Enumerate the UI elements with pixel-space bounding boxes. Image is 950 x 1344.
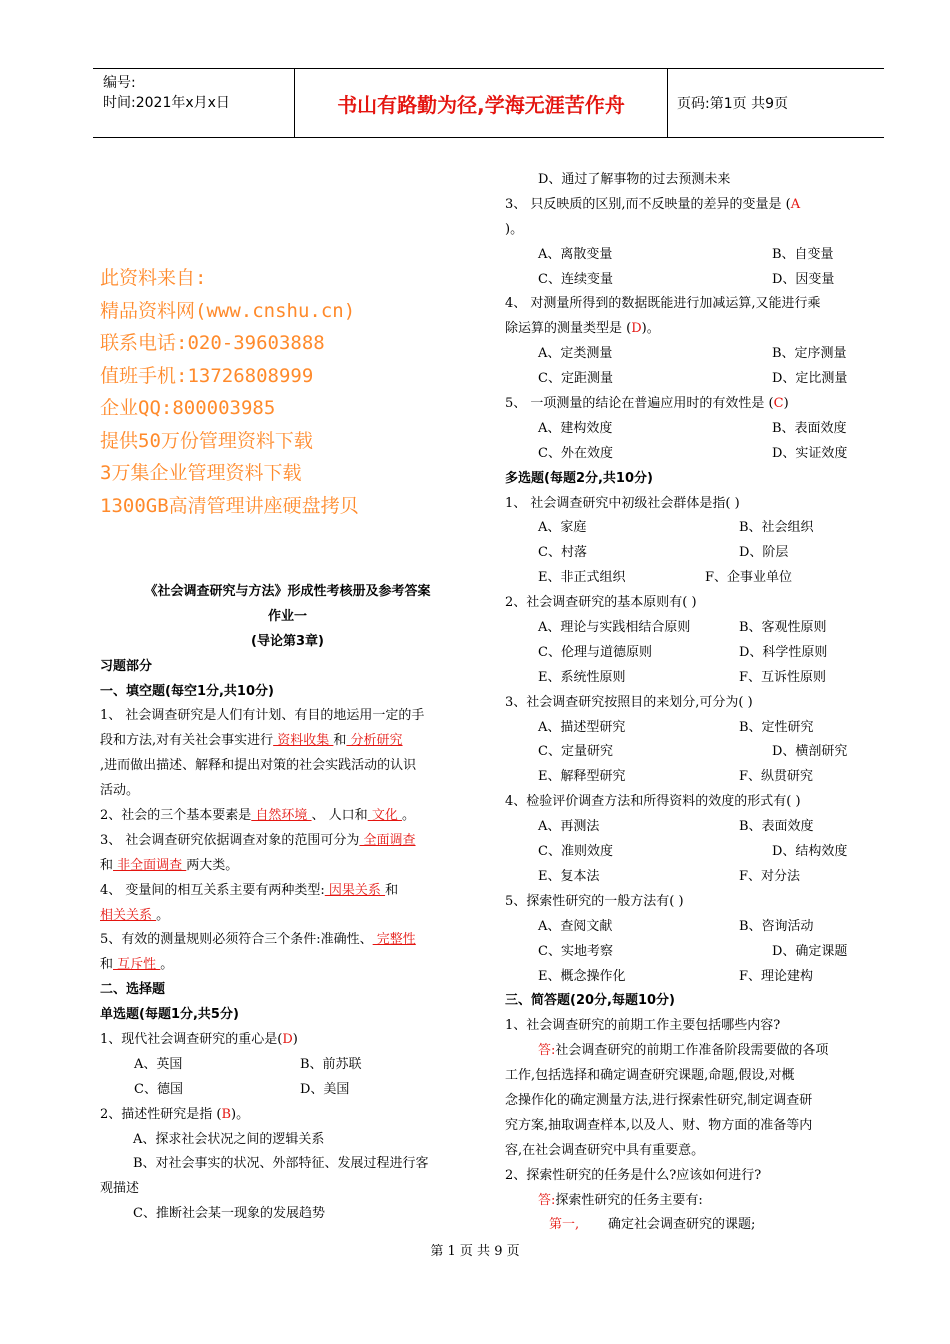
answer-text: 工作,包括选择和确定调查研究课题,命题,假设,对概 (505, 1068, 795, 1084)
answer-blank: 相关关系 (100, 907, 157, 923)
ad-line: 联系电话:020-39603888 (100, 332, 325, 354)
option: C、德国 (134, 1081, 183, 1097)
option: C、村落 (538, 545, 587, 561)
option: D、因变量 (772, 271, 835, 287)
option: B、社会组织 (739, 520, 814, 536)
answer-blank: 资料收集 (273, 733, 334, 749)
right-column (505, 168, 885, 1238)
advertisement-block (100, 262, 359, 522)
option: C、实地考察 (538, 943, 613, 959)
question-text: ,进而做出描述、解释和提出对策的社会实践活动的认识 (100, 758, 417, 774)
option: E、概念操作化 (538, 968, 626, 984)
answer-blank: 因果关系 (324, 882, 386, 898)
option: C、连续变量 (538, 271, 613, 287)
option-row (505, 840, 885, 865)
page-footer: 第 1 页 共 9 页 (430, 1244, 520, 1259)
question-text: 5、探索性研究的一般方法有( ) (505, 893, 684, 909)
option: B、客观性原则 (739, 620, 827, 636)
question-text: 2、描述性研究是指 (B)。 (100, 1106, 250, 1122)
question-text: 3、社会调查研究按照目的来划分,可分为( ) (505, 694, 753, 710)
option: D、美国 (300, 1081, 350, 1097)
option-row (505, 915, 885, 940)
question-text: 5、 一项测量的结论在普遍应用时的有效性是 (C) (505, 396, 789, 412)
option: E、系统性原则 (538, 669, 626, 685)
option: F、企事业单位 (705, 570, 793, 586)
question-text: 和 非全面调查 两大类。 (100, 857, 239, 873)
question-text: 2、探索性研究的任务是什么?应该如何进行? (505, 1167, 762, 1183)
option-row (505, 268, 885, 293)
option: B、前苏联 (300, 1056, 362, 1072)
option: C、推断社会某一现象的发展趋势 (133, 1206, 325, 1222)
subsection-single-choice: 单选题(每题1分,共5分) (100, 1007, 239, 1023)
option: A、查阅文献 (538, 918, 613, 934)
option-row (505, 417, 885, 442)
ad-line: 3万集企业管理资料下载 (100, 462, 302, 484)
question-text: 活动。 (100, 783, 140, 799)
question-text: 4、 变量间的相互关系主要有两种类型: 因果关系 和 (100, 882, 399, 898)
option: B、定序测量 (772, 346, 847, 362)
option: F、理论建构 (739, 968, 814, 984)
option: D、阶层 (739, 545, 789, 561)
option-row (505, 815, 885, 840)
section-choice: 二、选择题 (100, 982, 166, 998)
option-row (100, 1053, 475, 1078)
ad-line: 企业QQ:800003985 (100, 397, 276, 419)
answer-label: 答: (538, 1043, 556, 1059)
option: D、确定课题 (772, 943, 848, 959)
doc-number-label: 编号: (103, 75, 136, 91)
option: A、家庭 (538, 520, 587, 536)
option-row (505, 367, 885, 392)
question-text: )。 (505, 221, 524, 237)
option: C、定量研究 (538, 744, 613, 760)
option: E、非正式组织 (538, 570, 626, 586)
option: A、再测法 (538, 819, 600, 835)
option: B、定性研究 (739, 719, 814, 735)
question-text: 1、 社会调查研究是人们有计划、有目的地运用一定的手 (100, 708, 425, 724)
option: C、伦理与道德原则 (538, 644, 652, 660)
header-page-number: 页码:第1页 共9页 (677, 96, 788, 112)
section-fill-blank: 一、填空题(每空1分,共10分) (100, 683, 274, 699)
option-row (505, 243, 885, 268)
option-row (505, 641, 885, 666)
answer-label: 答: (538, 1192, 556, 1208)
answer-blank: 互斥性 (113, 957, 161, 973)
option-row (505, 940, 885, 965)
question-text: 2、社会调查研究的基本原则有( ) (505, 595, 697, 611)
option: C、准则效度 (538, 844, 613, 860)
option-row (505, 442, 885, 467)
option: E、复本法 (538, 868, 600, 884)
subsection-multi-choice: 多选题(每题2分,共10分) (505, 470, 653, 486)
option-row (505, 716, 885, 741)
answer-text: 念操作化的确定测量方法,进行探索性研究,制定调查研 (505, 1092, 813, 1108)
option-row (505, 566, 885, 591)
question-text: 1、 社会调查研究中初级社会群体是指( ) (505, 495, 740, 511)
ad-line: 此资料来自: (100, 267, 207, 289)
header-table (93, 68, 884, 138)
option-row (505, 342, 885, 367)
ad-line: 提供50万份管理资料下载 (100, 429, 313, 452)
answer-blank: 文化 (367, 808, 402, 824)
answer-text: 第一, 确定社会调查研究的课题; (505, 1213, 885, 1238)
answer-text: 究方案,抽取调查样本,以及人、财、物方面的准备等内 (505, 1117, 813, 1133)
answer-blank: 全面调查 (359, 832, 416, 848)
question-text: 和 互斥性 。 (100, 957, 174, 973)
option: F、对分法 (739, 868, 801, 884)
answer-letter: A (790, 196, 801, 212)
question-text: 段和方法,对有关社会事实进行 资料收集 和 分析研究 (100, 733, 403, 749)
option: D、结构效度 (772, 844, 848, 860)
question-text: 相关关系 。 (100, 907, 170, 923)
option-row (505, 616, 885, 641)
doc-time-label: 时间:2021年x月x日 (103, 95, 230, 111)
option-row (505, 965, 885, 990)
answer-blank: 完整性 (372, 932, 416, 948)
chapter-title: (导论第3章) (251, 633, 324, 649)
option: C、定距测量 (538, 371, 613, 387)
option: A、理论与实践相结合原则 (538, 620, 691, 636)
option-row (100, 1078, 475, 1103)
option-row (505, 765, 885, 790)
header-divider (667, 69, 668, 137)
option: B、表面效度 (739, 819, 814, 835)
option: B、咨询活动 (739, 918, 814, 934)
exercise-heading: 习题部分 (100, 658, 153, 674)
ad-line: 1300GB高清管理讲座硬盘拷贝 (100, 494, 359, 517)
section-short-answer: 三、简答题(20分,每题10分) (505, 993, 676, 1009)
left-column (100, 580, 475, 1227)
homework-title: 作业一 (267, 608, 307, 624)
question-text: 4、检验评价调查方法和所得资料的效度的形式有( ) (505, 794, 801, 810)
option: A、描述型研究 (538, 719, 626, 735)
answer-letter: D (282, 1032, 293, 1048)
option: B、自变量 (772, 246, 834, 262)
question-text: 4、 对测量所得到的数据既能进行加减运算,又能进行乘 (505, 296, 821, 312)
question-text: 5、有效的测量规则必须符合三个条件:准确性、 完整性 (100, 932, 416, 948)
ad-line: 值班手机:13726808999 (100, 364, 314, 387)
header-motto: 书山有路勤为径,学海无涯苦作舟 (337, 93, 625, 117)
option-row (505, 541, 885, 566)
question-text: 1、社会调查研究的前期工作主要包括哪些内容? (505, 1018, 781, 1034)
answer-letter: D (631, 321, 642, 337)
answer-text: 容,在社会调查研究中具有重要意。 (505, 1142, 705, 1158)
answer-letter: B (221, 1106, 232, 1122)
answer-text: 答:探索性研究的任务主要有: (538, 1192, 703, 1208)
option: A、英国 (134, 1056, 183, 1072)
option: D、横剖研究 (772, 744, 848, 760)
question-text: 1、现代社会调查研究的重心是(D) (100, 1032, 298, 1048)
option: D、定比测量 (772, 371, 848, 387)
answer-blank: 自然环境 (251, 808, 312, 824)
answer-blank: 非全面调查 (113, 857, 187, 873)
option-row (505, 865, 885, 890)
option: A、建构效度 (538, 420, 613, 436)
answer-blank: 分析研究 (346, 733, 403, 749)
ad-line: 精品资料网(www.cnshu.cn) (100, 299, 356, 322)
question-text: 2、社会的三个基本要素是 自然环境 、 人口和 文化 。 (100, 808, 415, 824)
option: D、实证效度 (772, 445, 848, 461)
header-meta (103, 73, 230, 113)
option: A、探求社会状况之间的逻辑关系 (133, 1131, 325, 1147)
option-row (505, 740, 885, 765)
option: A、定类测量 (538, 346, 613, 362)
option: B、表面效度 (772, 420, 847, 436)
question-text: 3、 只反映质的区别,而不反映量的差异的变量是 (A (505, 196, 801, 212)
option: B、对社会事实的状况、外部特征、发展过程进行客 (133, 1156, 429, 1172)
answer-text: 答:社会调查研究的前期工作准备阶段需要做的各项 (538, 1043, 829, 1059)
option: A、离散变量 (538, 246, 613, 262)
option: F、纵贯研究 (739, 769, 814, 785)
option: D、科学性原则 (739, 644, 828, 660)
option: D、通过了解事物的过去预测未来 (538, 172, 731, 187)
option-row (505, 516, 885, 541)
option: 观描述 (100, 1181, 140, 1197)
answer-letter: C (773, 396, 784, 412)
option: E、解释型研究 (538, 769, 626, 785)
option: F、互诉性原则 (739, 669, 827, 685)
question-text: 3、 社会调查研究依据调查对象的范围可分为 全面调查 (100, 832, 416, 848)
option: C、外在效度 (538, 445, 613, 461)
question-text: 除运算的测量类型是 (D)。 (505, 321, 660, 337)
answer-label: 第一, (549, 1217, 580, 1233)
option-row (505, 666, 885, 691)
document-title: 《社会调查研究与方法》形成性考核册及参考答案 (144, 584, 431, 599)
